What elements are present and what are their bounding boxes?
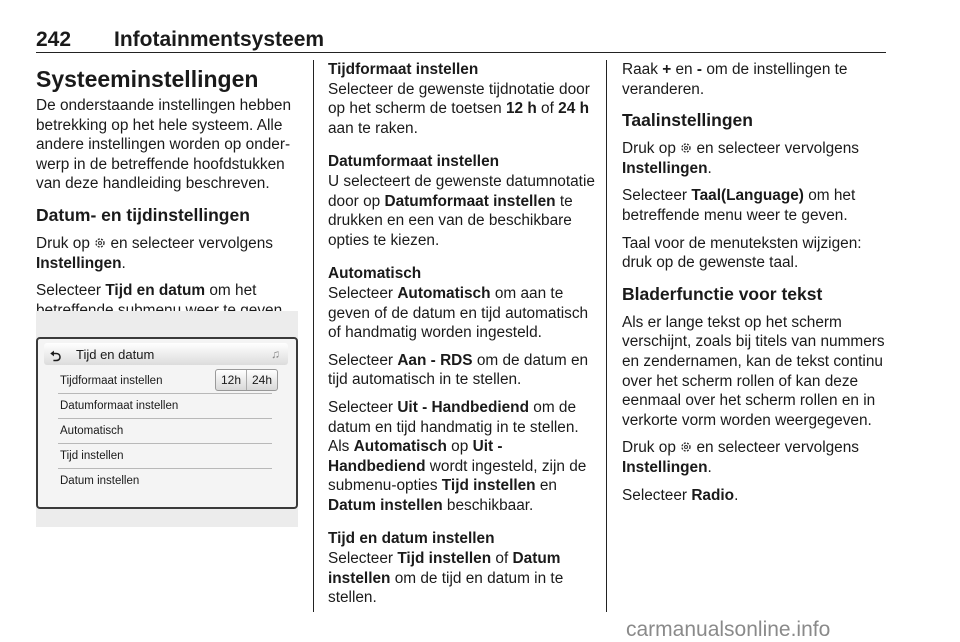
- paragraph: Selecteer Tijd instellen of Datum instellen om de tijd en datum in te stellen.: [328, 550, 564, 607]
- display-frame: [36, 337, 298, 509]
- chapter-title: Infotainmentsysteem: [114, 28, 325, 51]
- menu-item-automatisch[interactable]: Automatisch: [58, 419, 272, 444]
- section-heading: Systeeminstellingen: [36, 66, 259, 92]
- time-format-toggle[interactable]: [215, 369, 278, 391]
- subsection-heading: Bladerfunctie voor tekst: [622, 283, 823, 304]
- paragraph: Taal voor de menuteksten wijzigen: druk op de gewenste taal.: [622, 234, 862, 272]
- column-2: [328, 60, 596, 616]
- menu-item-datumformaat[interactable]: Datumformaat instellen: [58, 394, 272, 419]
- gear-icon: [680, 142, 692, 154]
- screen-illustration: [36, 311, 298, 527]
- music-note-icon: ♫: [271, 347, 280, 361]
- menu-item-tijd-instellen[interactable]: Tijd instellen: [58, 444, 272, 469]
- page-number: 242: [36, 28, 72, 51]
- paragraph: De onderstaande instellingen hebben betrekking op het hele systeem. Alle andere instellingen worden op onderwerp in de betreffende hoofdstukken van deze handleiding beschreven.: [36, 97, 291, 193]
- menu-item-datum-instellen[interactable]: Datum instellen: [60, 475, 140, 487]
- option-24h[interactable]: 24h: [246, 370, 277, 390]
- paragraph: Selecteer Automatisch om aan te geven of de datum en tijd automatisch of handmatig worden ingesteld.: [328, 284, 589, 342]
- paragraph: Druk op en selecteer vervolgens Instellingen.: [36, 234, 274, 272]
- subheading: Tijdformaat instellen: [328, 61, 479, 78]
- page-header: [36, 28, 886, 52]
- paragraph: Raak + en - om de instellingen te veranderen.: [622, 61, 848, 98]
- watermark: carmanualsonline.info: [626, 618, 831, 641]
- paragraph: Druk op en selecteer vervolgens Instellingen.: [622, 439, 860, 476]
- column-divider: [606, 60, 607, 612]
- header-rule: [36, 52, 886, 53]
- column-1: [36, 60, 301, 328]
- menu-item-tijdformaat[interactable]: Tijdformaat instellen 12h 24h: [58, 369, 272, 394]
- option-12h[interactable]: 12h: [220, 373, 242, 387]
- gear-icon: [94, 237, 106, 249]
- subheading: Tijd en datum instellen: [328, 530, 495, 548]
- gear-icon: [680, 441, 692, 453]
- title-bar: [44, 343, 288, 365]
- paragraph: U selecteert de gewenste datumnotatie door op Datumformaat instellen te drukken en een van de beschikbare opties te kiezen.: [328, 172, 595, 249]
- menu-title: Tijd en datum: [76, 347, 155, 362]
- column-3: [622, 60, 888, 513]
- subsection-heading: Taalinstellingen: [622, 110, 753, 131]
- paragraph: Selecteer Uit - Handbediend om de datum en tijd handmatig in te stellen. Als Automatisch op Uit - Handbediend wordt ingesteld, zijn de submenu-opties Tijd instellen en Datum instellen beschikbaar.: [328, 398, 587, 514]
- paragraph: Als er lange tekst op het scherm verschijnt, zoals bij titels van nummers en zendernamen, kan de tekst continu over het scherm rollen of kan deze eenmaal over het scherm rollen en in verkorte vorm worden weergegeven.: [622, 313, 885, 429]
- paragraph: Selecteer Radio.: [622, 486, 739, 504]
- subheading: Automatisch: [328, 265, 422, 283]
- subsection-heading: Datum- en tijdinstellingen: [36, 204, 250, 225]
- paragraph: Selecteer Taal(Language) om het betreffende menu weer te geven.: [622, 187, 856, 224]
- back-arrow-icon[interactable]: ⮌: [50, 348, 62, 364]
- paragraph: Druk op en selecteer vervolgens Instellingen.: [622, 140, 860, 177]
- paragraph: Selecteer de gewenste tijdnotatie door op het scherm de toetsen 12 h of 24 h aan te raken.: [328, 80, 590, 137]
- paragraph: Selecteer Tijd en datum om het: [36, 282, 257, 300]
- column-divider: [313, 60, 314, 612]
- subheading: Datumformaat instellen: [328, 153, 500, 171]
- paragraph: Selecteer Aan - RDS om de datum en tijd automatisch in te stellen.: [328, 351, 589, 389]
